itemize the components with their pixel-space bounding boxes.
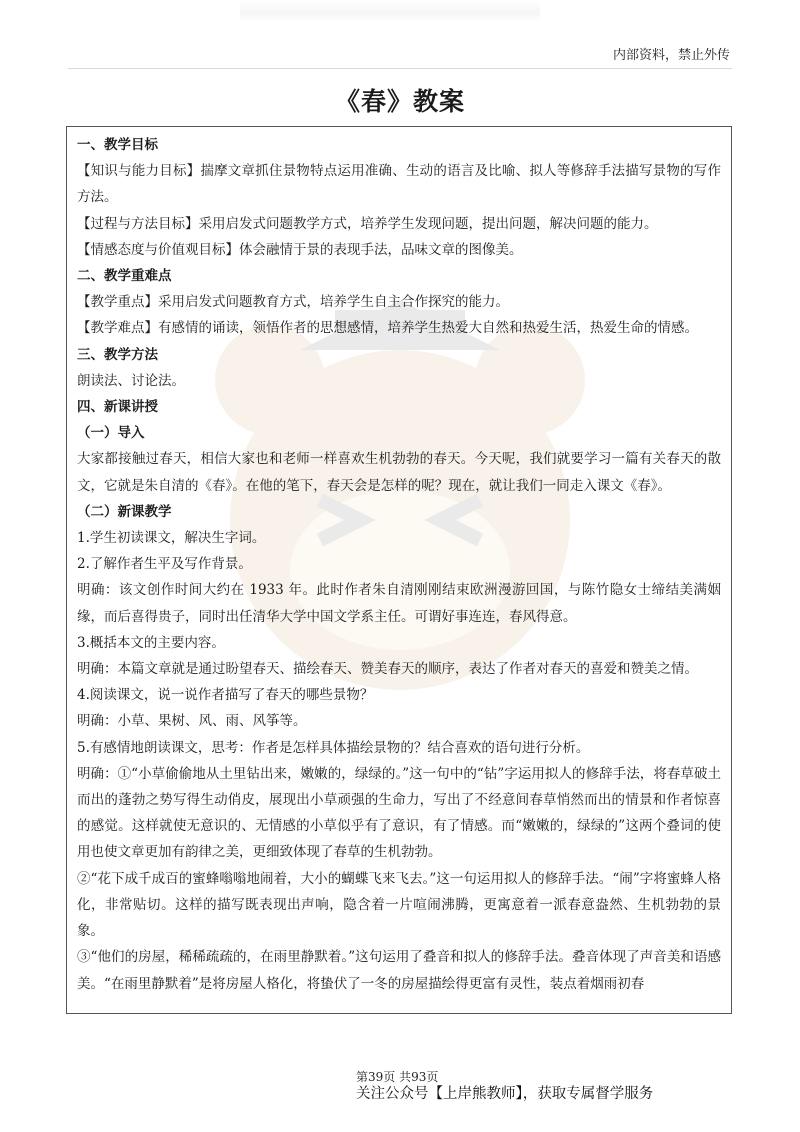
header-divider xyxy=(68,68,732,69)
paragraph: 2.了解作者生平及写作背景。 xyxy=(77,556,252,573)
section-heading: 四、新课讲授 xyxy=(77,399,158,416)
paragraph: ②“花下成千成百的蜜蜂嗡嗡地闹着，大小的蝴蝶飞来飞去。”这一句运用拟人的修辞手法。“闹”字将蜜蜂人格化，非常贴切。这样的描写既表现出声响，隐含着一片喧闹沸腾，更寓意着一派春意盎然、生机勃勃的景象。 xyxy=(77,870,721,940)
paragraph: 大家都接触过春天，相信大家也和老师一样喜欢生机勃勃的春天。今天呢，我们就要学习一篇有关春天的散文，它就是朱自清的《春》。在他的笔下，春天会是怎样的呢？现在，就让我们一同走入课文《春》。 xyxy=(77,451,721,494)
paragraph: ③“他们的房屋，稀稀疏疏的，在雨里静默着。”这句运用了叠音和拟人的修辞手法。叠音体现了声音美和语感美。“在雨里静默着”是将房屋人格化，将蛰伏了一冬的房屋描绘得更富有灵性，装点着烟雨初春 xyxy=(77,949,721,992)
paragraph: 【教学难点】有感情的诵读，领悟作者的思想感情，培养学生热爱大自然和热爱生活，热爱生命的情感。 xyxy=(77,320,698,337)
page-number: 第39页 共93页 xyxy=(356,1070,439,1084)
paragraph: 5.有感情地朗读课文，思考：作者是怎样具体描绘景物的？结合喜欢的语句进行分析。 xyxy=(77,739,590,756)
promo-text: 关注公众号【上岸熊教师】，获取专属督学服务 xyxy=(356,1086,654,1102)
paragraph: 朗读法、讨论法。 xyxy=(77,372,185,389)
confidential-notice: 内部资料，禁止外传 xyxy=(612,48,730,63)
section-heading: 二、教学重难点 xyxy=(77,268,172,285)
paragraph: 【知识与能力目标】揣摩文章抓住景物特点运用准确、生动的语言及比喻、拟人等修辞手法描写景物的写作方法。 xyxy=(77,163,721,206)
section-heading: 三、教学方法 xyxy=(77,346,158,363)
paragraph: 【过程与方法目标】采用启发式问题教学方式，培养学生发现问题，提出问题，解决问题的能力。 xyxy=(77,215,658,232)
section-heading: （一）导入 xyxy=(77,425,145,442)
document-title: 《春》教案 xyxy=(334,87,465,116)
lesson-plan-body xyxy=(66,126,732,1014)
paragraph: 【情感态度与价值观目标】体会融情于景的表现手法，品味文章的图像美。 xyxy=(77,241,523,258)
paragraph: 3.概括本文的主要内容。 xyxy=(77,634,225,651)
paragraph: 1.学生初读课文，解决生字词。 xyxy=(77,530,266,547)
paragraph: 明确：本篇文章就是通过盼望春天、描绘春天、赞美春天的顺序，表达了作者对春天的喜爱和赞美之情。 xyxy=(77,661,698,678)
paragraph: 明确：①“小草偷偷地从土里钻出来，嫩嫩的，绿绿的。”这一句中的“钻”字运用拟人的修辞手法，将春草破土而出的蓬勃之势写得生动俏皮，展现出小草顽强的生命力，写出了不经意间春草悄然而出的情景和作者惊喜的感觉。这样就使无意识的、无情感的小草似乎有了意识，有了情感。而“嫩嫩的，绿绿的”这两个叠词的使用也使文章更加有韵律之美，更细致体现了春草的生机勃勃。 xyxy=(77,765,721,861)
section-heading: （二）新课教学 xyxy=(77,503,172,520)
section-heading: 一、教学目标 xyxy=(77,137,158,153)
paragraph: 明确：该文创作时间大约在 1933 年。此时作者朱自清刚刚结束欧洲漫游回国，与陈竹隐女士缔结美满姻缘，而后喜得贵子，同时出任清华大学中国文学系主任。可谓好事连连，春风得意。 xyxy=(77,582,721,625)
paragraph: 明确：小草、果树、风、雨、风筝等。 xyxy=(77,713,307,730)
header-band xyxy=(240,0,540,22)
paragraph: 4.阅读课文，说一说作者描写了春天的哪些景物？ xyxy=(77,687,374,704)
paragraph: 【教学重点】采用启发式问题教育方式，培养学生自主合作探究的能力。 xyxy=(77,294,509,311)
